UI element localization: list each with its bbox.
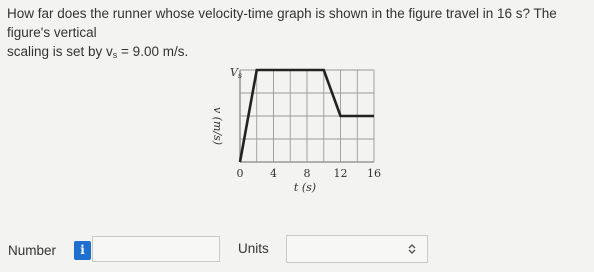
y-axis-label: v (m/s) bbox=[211, 106, 224, 146]
x-tick-label: 8 bbox=[303, 167, 311, 180]
select-chevron-icon bbox=[407, 243, 417, 255]
y-axis-vs-tick-label: Vs bbox=[230, 66, 243, 80]
info-icon[interactable]: i bbox=[74, 241, 91, 260]
number-label: Number bbox=[8, 243, 57, 258]
units-select[interactable] bbox=[286, 235, 428, 263]
x-tick-label: 4 bbox=[270, 167, 277, 180]
question-line-2-subscript: s bbox=[112, 50, 118, 60]
x-tick-label: 0 bbox=[236, 167, 244, 180]
units-label: Units bbox=[238, 241, 269, 256]
x-tick-label: 16 bbox=[367, 167, 381, 180]
question-line-2a: scaling is set by v bbox=[7, 44, 113, 59]
x-tick-label: 12 bbox=[333, 167, 348, 180]
x-axis-tick-labels bbox=[237, 167, 382, 180]
question-text bbox=[7, 4, 592, 65]
question-line-1: How far does the runner whose velocity-time graph is shown in the figure travel in 16 s? The figure's vertical bbox=[7, 6, 557, 40]
x-axis-label: t (s) bbox=[293, 181, 317, 194]
question-line-2b: = 9.00 m/s. bbox=[117, 44, 189, 59]
number-input[interactable] bbox=[92, 236, 220, 262]
velocity-time-graph bbox=[190, 60, 400, 200]
velocity-time-graph-svg bbox=[190, 60, 400, 200]
